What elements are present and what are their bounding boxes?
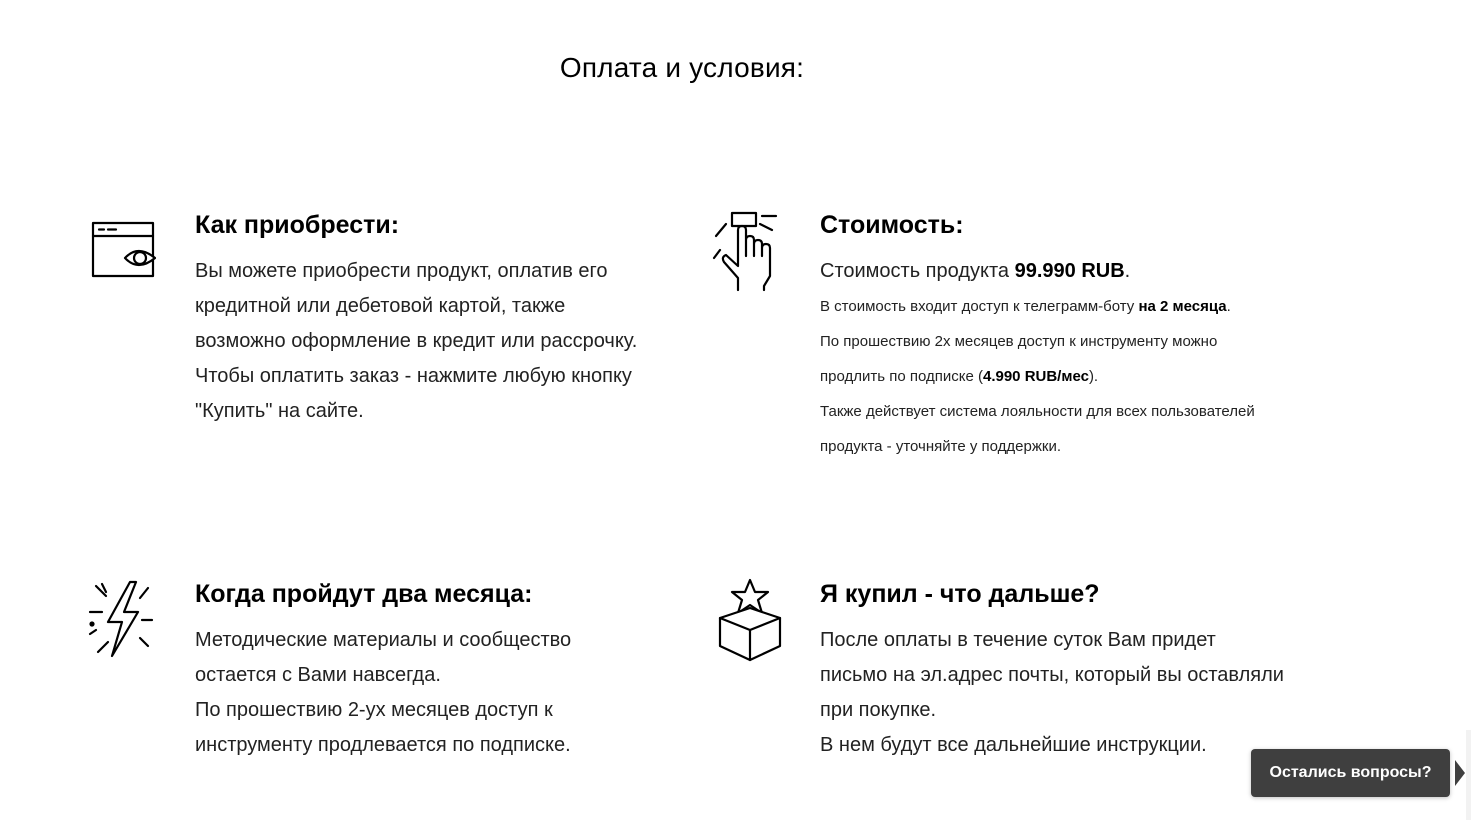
price-title: Стоимость: — [820, 211, 964, 239]
price-amount: 99.990 RUB — [1014, 260, 1125, 282]
price-text: В стоимость входит доступ к телеграмм-боту — [820, 298, 1139, 315]
price-text: . — [1226, 298, 1231, 315]
how-to-buy-line: возможно оформление в кредит или рассрочку. — [195, 330, 638, 352]
price-detail-line: продукта - уточняйте у поддержки. — [820, 438, 1061, 455]
two-months-line: остается с Вами навсегда. — [195, 664, 441, 686]
access-duration: на 2 месяца — [1138, 298, 1227, 315]
help-questions-button[interactable]: Остались вопросы? — [1251, 749, 1450, 797]
price-text: продлить по подписке ( — [820, 368, 983, 385]
help-arrow-icon[interactable] — [1455, 760, 1465, 786]
help-widget-edge — [1466, 730, 1471, 820]
after-purchase-line: После оплаты в течение суток Вам придет — [820, 629, 1216, 651]
price-detail-line: По прошествию 2х месяцев доступ к инструменту можно — [820, 333, 1218, 350]
after-purchase-title: Я купил - что дальше? — [820, 580, 1100, 608]
price-detail-line — [820, 289, 1340, 324]
price-main-line — [820, 254, 1340, 289]
how-to-buy-title: Как приобрести: — [195, 211, 400, 239]
section-title: Оплата и условия: — [559, 52, 805, 83]
subscription-price: 4.990 RUB/мес — [982, 368, 1089, 385]
after-purchase-line: В нем будут все дальнейшие инструкции. — [820, 734, 1207, 756]
how-to-buy-line: "Купить" на сайте. — [195, 400, 364, 422]
lightning-icon — [86, 578, 158, 665]
browser-eye-icon — [90, 220, 156, 283]
after-purchase-line: письмо на эл.адрес почты, который вы оставляли — [820, 664, 1284, 686]
price-detail-line: Также действует система лояльности для всех пользователей — [820, 403, 1255, 420]
two-months-title: Когда пройдут два месяца: — [195, 580, 533, 608]
price-text: Стоимость продукта — [820, 260, 1015, 282]
hand-tap-icon — [712, 210, 782, 299]
box-star-icon — [716, 578, 784, 667]
how-to-buy-line: Чтобы оплатить заказ - нажмите любую кнопку — [195, 365, 632, 387]
two-months-line: инструменту продлевается по подписке. — [195, 734, 571, 756]
price-detail-line — [820, 359, 1340, 394]
two-months-line: По прошествию 2-ух месяцев доступ к — [195, 699, 553, 721]
price-text: ). — [1088, 368, 1099, 385]
how-to-buy-line: кредитной или дебетовой картой, также — [195, 295, 566, 317]
price-text: . — [1124, 260, 1131, 282]
after-purchase-line: при покупке. — [820, 699, 937, 721]
how-to-buy-line: Вы можете приобрести продукт, оплатив его — [195, 260, 608, 282]
two-months-line: Методические материалы и сообщество — [195, 629, 572, 651]
